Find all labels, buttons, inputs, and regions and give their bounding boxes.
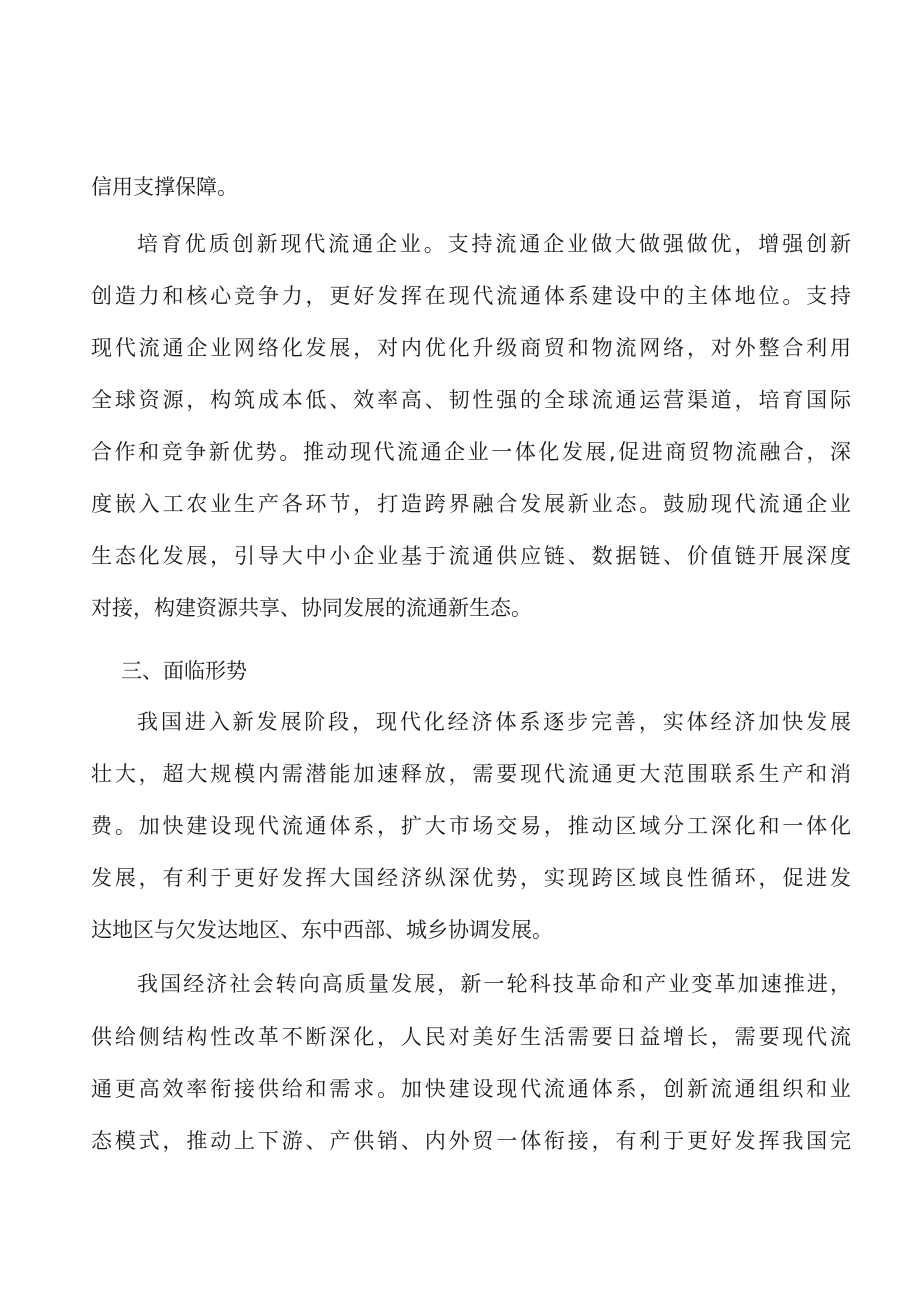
paragraph-1-line-7: 生态化发展，引导大中小企业基于流通供应链、数据链、价值链开展深度	[91, 544, 851, 568]
paragraph-3-line-4: 态模式，推动上下游、产供销、内外贸一体衔接，有利于更好发挥我国完	[91, 1129, 851, 1153]
paragraph-1-line-2: 创造力和核心竞争力，更好发挥在现代流通体系建设中的主体地位。支持	[91, 284, 851, 308]
paragraph-1-line-5: 合作和竞争新优势。推动现代流通企业一体化发展,促进商贸物流融合，深	[91, 440, 851, 464]
paragraph-1-line-6: 度嵌入工农业生产各环节，打造跨界融合发展新业态。鼓励现代流通企业	[91, 492, 851, 516]
paragraph-1-line-3: 现代流通企业网络化发展，对内优化升级商贸和物流网络，对外整合利用	[91, 336, 851, 360]
paragraph-3-line-1: 我国经济社会转向高质量发展，新一轮科技革命和产业变革加速推进，	[137, 972, 851, 996]
paragraph-2-line-4: 发展，有利于更好发挥大国经济纵深优势，实现跨区域良性循环，促进发	[91, 866, 851, 890]
paragraph-1-line-4: 全球资源，构筑成本低、效率高、韧性强的全球流通运营渠道，培育国际	[91, 388, 851, 412]
paragraph-3-line-3: 通更高效率衔接供给和需求。加快建设现代流通体系，创新流通组织和业	[91, 1077, 851, 1101]
paragraph-2-line-3: 费。加快建设现代流通体系，扩大市场交易，推动区域分工深化和一体化	[91, 814, 851, 838]
paragraph-1-line-1: 培育优质创新现代流通企业。支持流通企业做大做强做优，增强创新	[137, 232, 851, 256]
paragraph-2-line-2: 壮大，超大规模内需潜能加速释放，需要现代流通更大范围联系生产和消	[91, 762, 851, 786]
paragraph-1-line-8: 对接，构建资源共享、协同发展的流通新生态。	[91, 596, 532, 620]
paragraph-3-line-2: 供给侧结构性改革不断深化，人民对美好生活需要日益增长，需要现代流	[91, 1025, 851, 1049]
paragraph-2-line-5: 达地区与欠发达地区、东中西部、城乡协调发展。	[91, 918, 553, 942]
paragraph-0-line-1: 信用支撑保障。	[91, 175, 238, 199]
paragraph-2-line-1: 我国进入新发展阶段，现代化经济体系逐步完善，实体经济加快发展	[137, 710, 851, 734]
section-heading: 三、面临形势	[121, 659, 247, 683]
